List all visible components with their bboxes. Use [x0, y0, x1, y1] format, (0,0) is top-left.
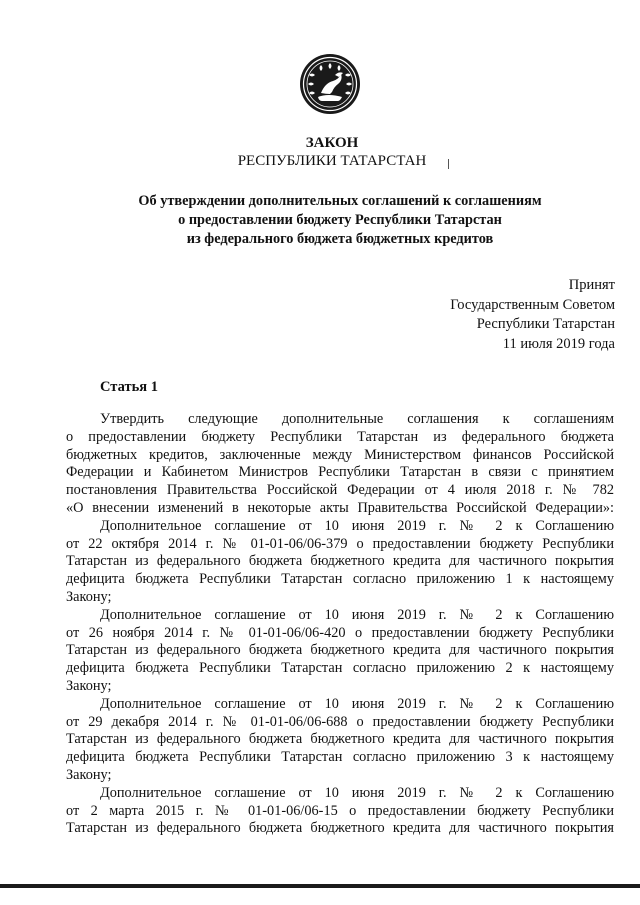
- body-line: от 2 марта 2015 г. № 01-01-06/06-15 о предоставлении бюджету Республики: [66, 802, 614, 819]
- coat-of-arms-icon: [299, 53, 361, 115]
- republic-name: РЕСПУБЛИКИ ТАТАРСТАН: [237, 153, 427, 169]
- law-subject: [100, 192, 580, 249]
- body-line: Татарстан из федерального бюджета бюджетного кредита для частичного покрытия: [66, 553, 614, 570]
- subject-line: из федерального бюджета бюджетных кредитов: [186, 231, 494, 247]
- subject-line: Об утверждении дополнительных соглашений к соглашениям: [138, 193, 542, 209]
- body-line: дефицита бюджета Республики Татарстан согласно приложению 3 к настоящему: [66, 749, 614, 766]
- law-title: ЗАКОН: [305, 135, 359, 151]
- body-line: бюджетных кредитов, заключенные между Министерством финансов Российской: [66, 446, 614, 463]
- body-line: от 22 октября 2014 г. № 01-01-06/06-379 о предоставлении бюджету Республики: [66, 535, 614, 552]
- body-line: «О внесении изменений в некоторые акты Правительства Российской Федерации»:: [66, 499, 614, 516]
- body-line: Татарстан из федерального бюджета бюджетного кредита для частичного покрытия: [66, 820, 614, 837]
- body-line: Дополнительное соглашение от 10 июня 2019 г. № 2 к Соглашению: [100, 784, 614, 801]
- article-heading: Статья 1: [100, 379, 158, 395]
- body-line: дефицита бюджета Республики Татарстан согласно приложению 1 к настоящему: [66, 571, 614, 588]
- body-line: Закону;: [66, 766, 112, 783]
- law-header: [0, 134, 640, 170]
- body-line: Закону;: [66, 677, 112, 694]
- body-line: Закону;: [66, 588, 112, 605]
- body-line: о предоставлении бюджету Республики Татарстан из федерального бюджета: [66, 428, 614, 445]
- scan-bottom-edge: [0, 884, 640, 888]
- body-line: Утвердить следующие дополнительные соглашения к соглашениям: [100, 411, 614, 427]
- adoption-date: 11 июля 2019 года: [502, 335, 615, 352]
- body-line: Татарстан из федерального бюджета бюджетного кредита для частичного покрытия: [66, 642, 614, 659]
- body-line: Федерации и Кабинетом Министров Республики Татарстан в связи с принятием: [66, 464, 614, 481]
- body-line: Дополнительное соглашение от 10 июня 2019 г. № 2 к Соглашению: [100, 695, 614, 712]
- adoption-block: [450, 276, 615, 354]
- body-line: дефицита бюджета Республики Татарстан согласно приложению 2 к настоящему: [66, 660, 614, 677]
- body-line: Дополнительное соглашение от 10 июня 2019 г. № 2 к Соглашению: [100, 517, 614, 534]
- article-body: [66, 411, 614, 838]
- body-line: Дополнительное соглашение от 10 июня 2019 г. № 2 к Соглашению: [100, 606, 614, 623]
- body-line: Татарстан из федерального бюджета бюджетного кредита для частичного покрытия: [66, 731, 614, 748]
- adoption-line: Принят: [568, 277, 615, 293]
- body-line: постановления Правительства Российской Федерации от 4 июля 2018 г. № 782: [66, 482, 614, 499]
- body-line: от 29 декабря 2014 г. № 01-01-06/06-688 о предоставлении бюджету Республики: [66, 713, 614, 730]
- subject-line: о предоставлении бюджету Республики Татарстан: [178, 212, 502, 228]
- adoption-line: Государственным Советом: [450, 296, 615, 313]
- adoption-line: Республики Татарстан: [476, 316, 615, 332]
- body-line: от 26 ноября 2014 г. № 01-01-06/06-420 о предоставлении бюджету Республики: [66, 624, 614, 641]
